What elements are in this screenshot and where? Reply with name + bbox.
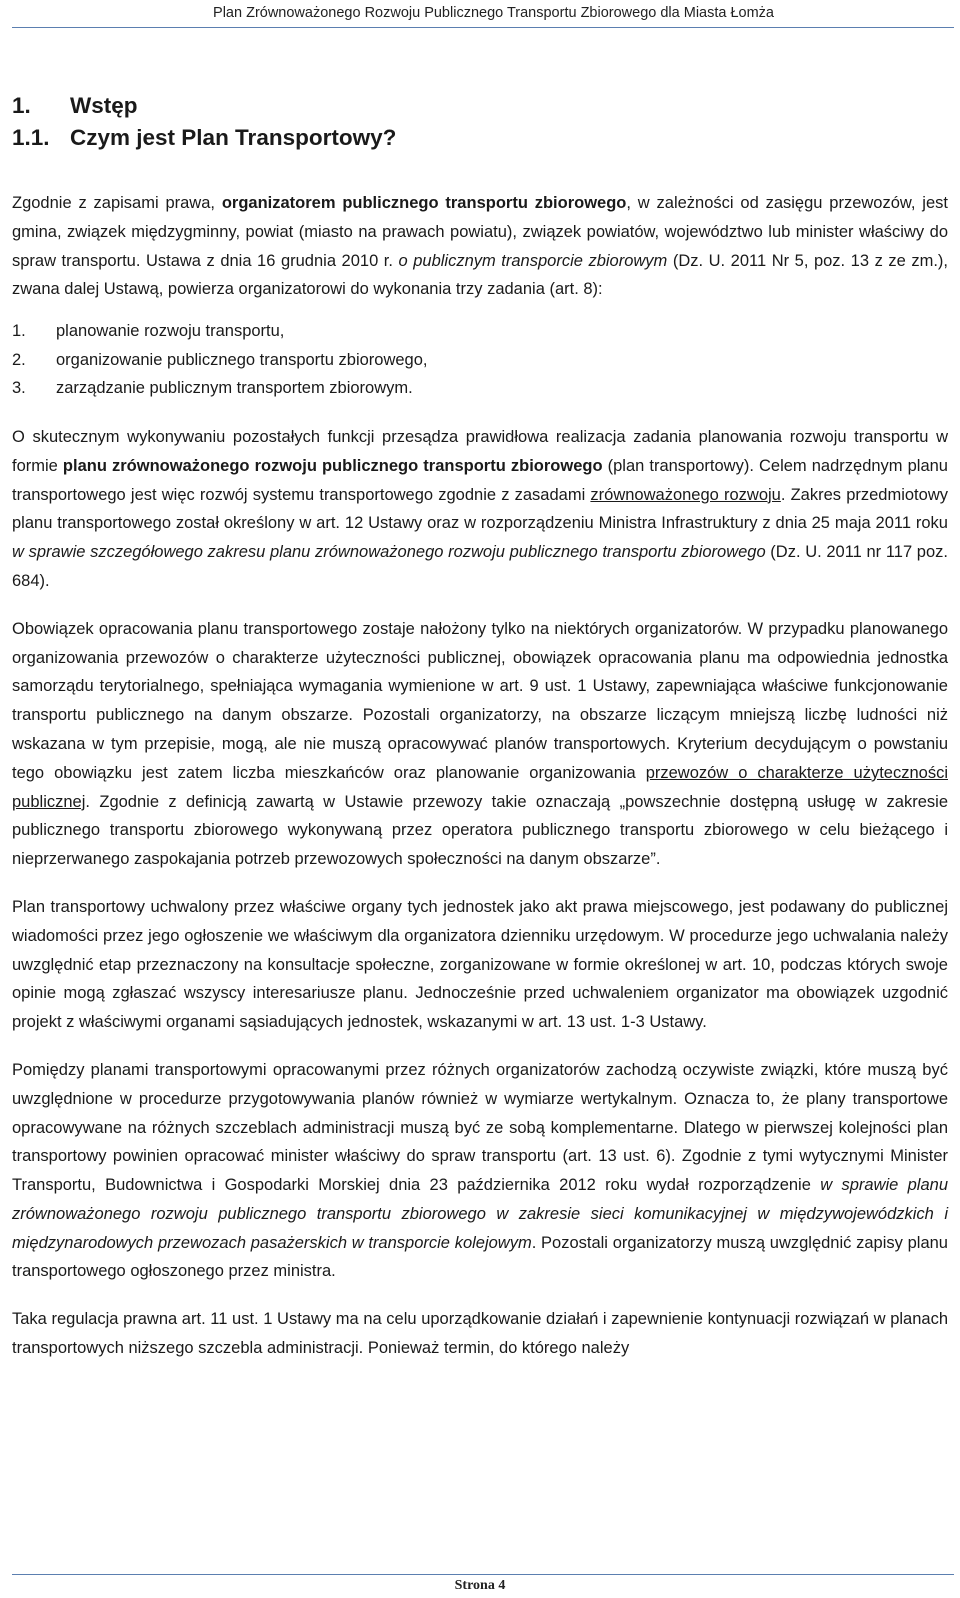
text-run: O skutecznym wykonywaniu pozostałych funkcji przesądza prawidłowa realizacja zadania planowania rozwoju transportu w formie [12,427,948,475]
list-number: 1. [12,322,26,341]
header-divider [12,27,954,28]
paragraph-continuity: Taka regulacja prawna art. 11 ust. 1 Ustawy ma na celu uporządkowanie działań i zapewnienie kontynuacji rozwiązań w planach transportowych niższego szczebla administracji. Ponieważ termin, do którego należy [12,1310,948,1358]
italic-regulation-title: w sprawie planu zrównoważonego rozwoju publicznego transportu zbiorowego w zakresie sieci komunikacyjnej w międzywojewódzkich i międzynarodowych przewozach pasażerskich w transporcie kolejowym [12,1176,948,1252]
text-run: , w zależności od zasięgu przewozów, jest gmina, związek międzygminny, powiat (miasto na prawach powiatu), związek powiatów, województwo lub minister właściwy do spraw transportu. Ustawa z dnia 16 grudnia 2010 r. [12,194,948,270]
list-number: 2. [12,350,26,369]
italic-act-title: o publicznym transporcie zbiorowym [398,251,668,270]
task-list [12,317,948,403]
bold-term: organizatorem publicznego transportu zbiorowego [221,194,627,212]
list-item [12,317,948,346]
list-text: organizowanie publicznego transportu zbiorowego, [56,350,428,369]
running-title: Plan Zrównoważonego Rozwoju Publicznego Transportu Zbiorowego dla Miasta Łomża [213,5,774,21]
underlined-term: zrównoważonego rozwoju [590,485,781,504]
list-number: 3. [12,379,26,398]
paragraph-plan-purpose [12,423,948,596]
list-text: zarządzanie publicznym transportem zbiorowym. [56,379,413,398]
paragraph-adoption: Plan transportowy uchwalony przez właściwe organy tych jednostek jako akt prawa miejscowego, jest podawany do publicznej wiadomości przez jego ogłoszenie we właściwym dla organizatora dzienniku urzędowym. W procedurze jego uchwalania należy uwzględnić etap przeznaczony na konsultacje społeczne, zorganizowane w formie określonej w art. 10, podczas których swoje opinie mogą zgłaszać wszyscy interesariusze planu. Jednocześnie przed uchwaleniem organizator ma obowiązek uzgodnić projekt z właściwymi organami sąsiadujących jednostek, wskazanymi w art. 13 ust. 1-3 Ustawy. [12,897,948,1032]
list-text: planowanie rozwoju transportu, [56,322,285,341]
section-title: Wstęp [70,93,138,118]
list-item [12,374,948,403]
paragraph-hierarchy [12,1056,948,1286]
italic-regulation-title: w sprawie szczegółowego zakresu planu zrównoważonego rozwoju publicznego transportu zbiorowego [12,543,766,562]
text-run: Zgodnie z zapisami prawa, [12,194,222,212]
subsection-heading [12,122,948,154]
text-run: . Zgodnie z definicją zawartą w Ustawie przewozy takie oznaczają „powszechnie dostępną usługę w zakresie publicznego transportu zbiorowego wykonywaną przez operatora publicznego transportu zbiorowego w celu bieżącego i nieprzerwanego zaspokajania potrzeb przewozowych społeczności na danym obszarze”. [12,792,948,869]
list-item [12,346,948,375]
running-header [0,0,960,26]
text-run: (plan transportowy). Celem nadrzędnym planu transportowego jest więc rozwój systemu transportowego zgodnie z zasadami [12,456,948,504]
text-run: (Dz. U. 2011 Nr 5, poz. 13 z ze zm.), zwana dalej Ustawą, powierza organizatorowi do wykonania trzy zadania (art. 8): [12,251,948,299]
text-run: . Pozostali organizatorzy muszą uwzględnić zapisy planu transportowego ogłoszonego przez ministra. [12,1233,948,1281]
text-run: (Dz. U. 2011 nr 117 poz. 684). [12,543,948,590]
text-run: . Zakres przedmiotowy planu transportowego został określony w art. 12 Ustawy oraz w rozporządzeniu Ministra Infrastruktury z dnia 25 maja 2011 roku [12,485,948,533]
section-heading [12,90,948,122]
paragraph-obligation [12,615,948,874]
bold-term: planu zrównoważonego rozwoju publicznego transportu zbiorowego [62,456,603,475]
footer-divider [12,1574,954,1575]
text-run: Pomiędzy planami transportowymi opracowanymi przez różnych organizatorów zachodzą oczywiste związki, które muszą być uwzględnione w procedurze przygotowywania planów również w wymiarze wertykalnym. Oznacza to, że plany transportowe opracowywane na różnych szczeblach administracji muszą być ze sobą komplementarne. Dlatego w pierwszej kolejności plan transportowy powinien opracować minister właściwy do spraw transportu (art. 13 ust. 6). Zgodnie z tymi wytycznymi Minister Transportu, Budownictwa i Gospodarki Morskiej dnia 23 października 2012 roku wydał rozporządzenie [12,1060,948,1195]
paragraph-organizer [12,189,948,304]
text-run: Obowiązek opracowania planu transportowego zostaje nałożony tylko na niektórych organizatorów. W przypadku planowanego organizowania przewozów o charakterze użyteczności publicznej, obowiązek opracowania planu ma odpowiednia jednostka samorządu terytorialnego, spełniająca wymagania wymienione w art. 9 ust. 1 Ustawy, zapewniająca właściwe funkcjonowanie transportu publicznego na danym obszarze. Pozostali organizatorzy, na obszarze liczącym mniejszą liczbę ludności niż wskazana w tym przepisie, mogą, ale nie muszą opracowywać planów transportowych. Kryterium decydującym o powstaniu tego obowiązku jest zatem liczba mieszkańców oraz planowanie organizowania [12,619,948,782]
subsection-number: 1.1. [12,125,50,150]
section-number: 1. [12,93,31,118]
subsection-title: Czym jest Plan Transportowy? [70,125,397,150]
underlined-term: przewozów o charakterze użyteczności publicznej [12,763,948,811]
page-body [12,90,948,1363]
page-number: Strona 4 [454,1578,506,1593]
